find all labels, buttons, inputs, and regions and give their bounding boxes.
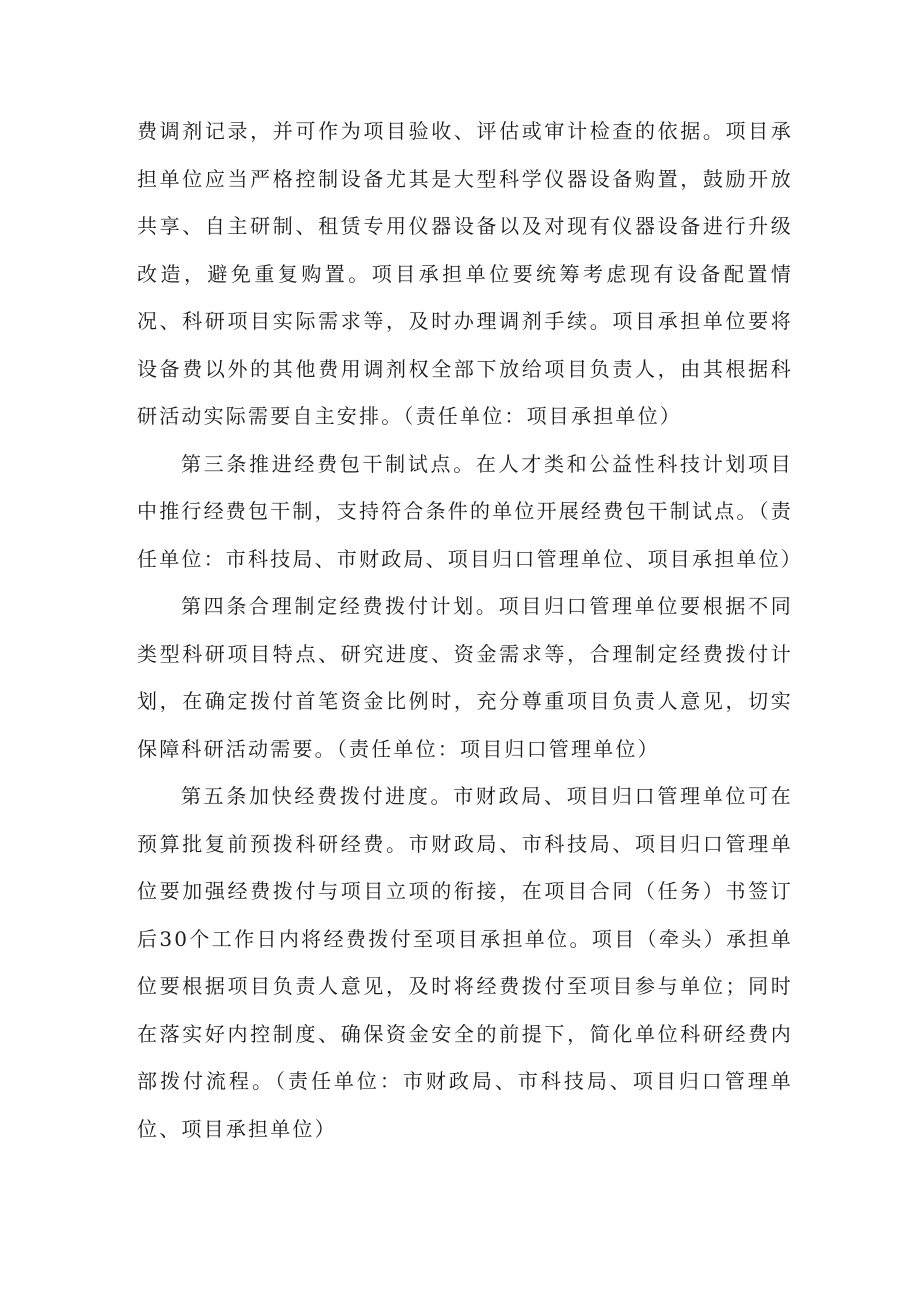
paragraph-article-5: 第五条加快经费拨付进度。市财政局、项目归口管理单位可在预算批复前预拨科研经费。市财政局、市科技局、项目归口管理单位要加强经费拨付与项目立项的衔接，在项目合同（任务）书签订后30个工作日内将经费拨付至项目承担单位。项目（牵头）承担单位要根据项目负责人意见，及时将经费拨付至项目参与单位；同时在落实好内控制度、确保资金安全的前提下，简化单位科研经费内部拨付流程。（责任单位：市财政局、市科技局、项目归口管理单位、项目承担单位） xyxy=(137,784,793,1141)
paragraph-equipment-adjustment: 费调剂记录，并可作为项目验收、评估或审计检查的依据。项目承担单位应当严格控制设备尤其是大型科学仪器设备购置，鼓励开放共享、自主研制、租赁专用仪器设备以及对现有仪器设备进行升级改造，避免重复购置。项目承担单位要统筹考虑现有设备配置情况、科研项目实际需求等，及时办理调剂手续。项目承担单位要将设备费以外的其他费用调剂权全部下放给项目负责人，由其根据科研活动实际需要自主安排。（责任单位：项目承担单位） xyxy=(137,119,793,428)
paragraph-article-3: 第三条推进经费包干制试点。在人才类和公益性科技计划项目中推行经费包干制，支持符合条件的单位开展经费包干制试点。（责任单位：市科技局、市财政局、项目归口管理单位、项目承担单位） xyxy=(137,451,803,571)
paragraph-article-4: 第四条合理制定经费拨付计划。项目归口管理单位要根据不同类型科研项目特点、研究进度、资金需求等，合理制定经费拨付计划，在确定拨付首笔资金比例时，充分尊重项目负责人意见，切实保障科研活动需要。（责任单位：项目归口管理单位） xyxy=(137,594,793,761)
document-body xyxy=(137,108,803,1153)
